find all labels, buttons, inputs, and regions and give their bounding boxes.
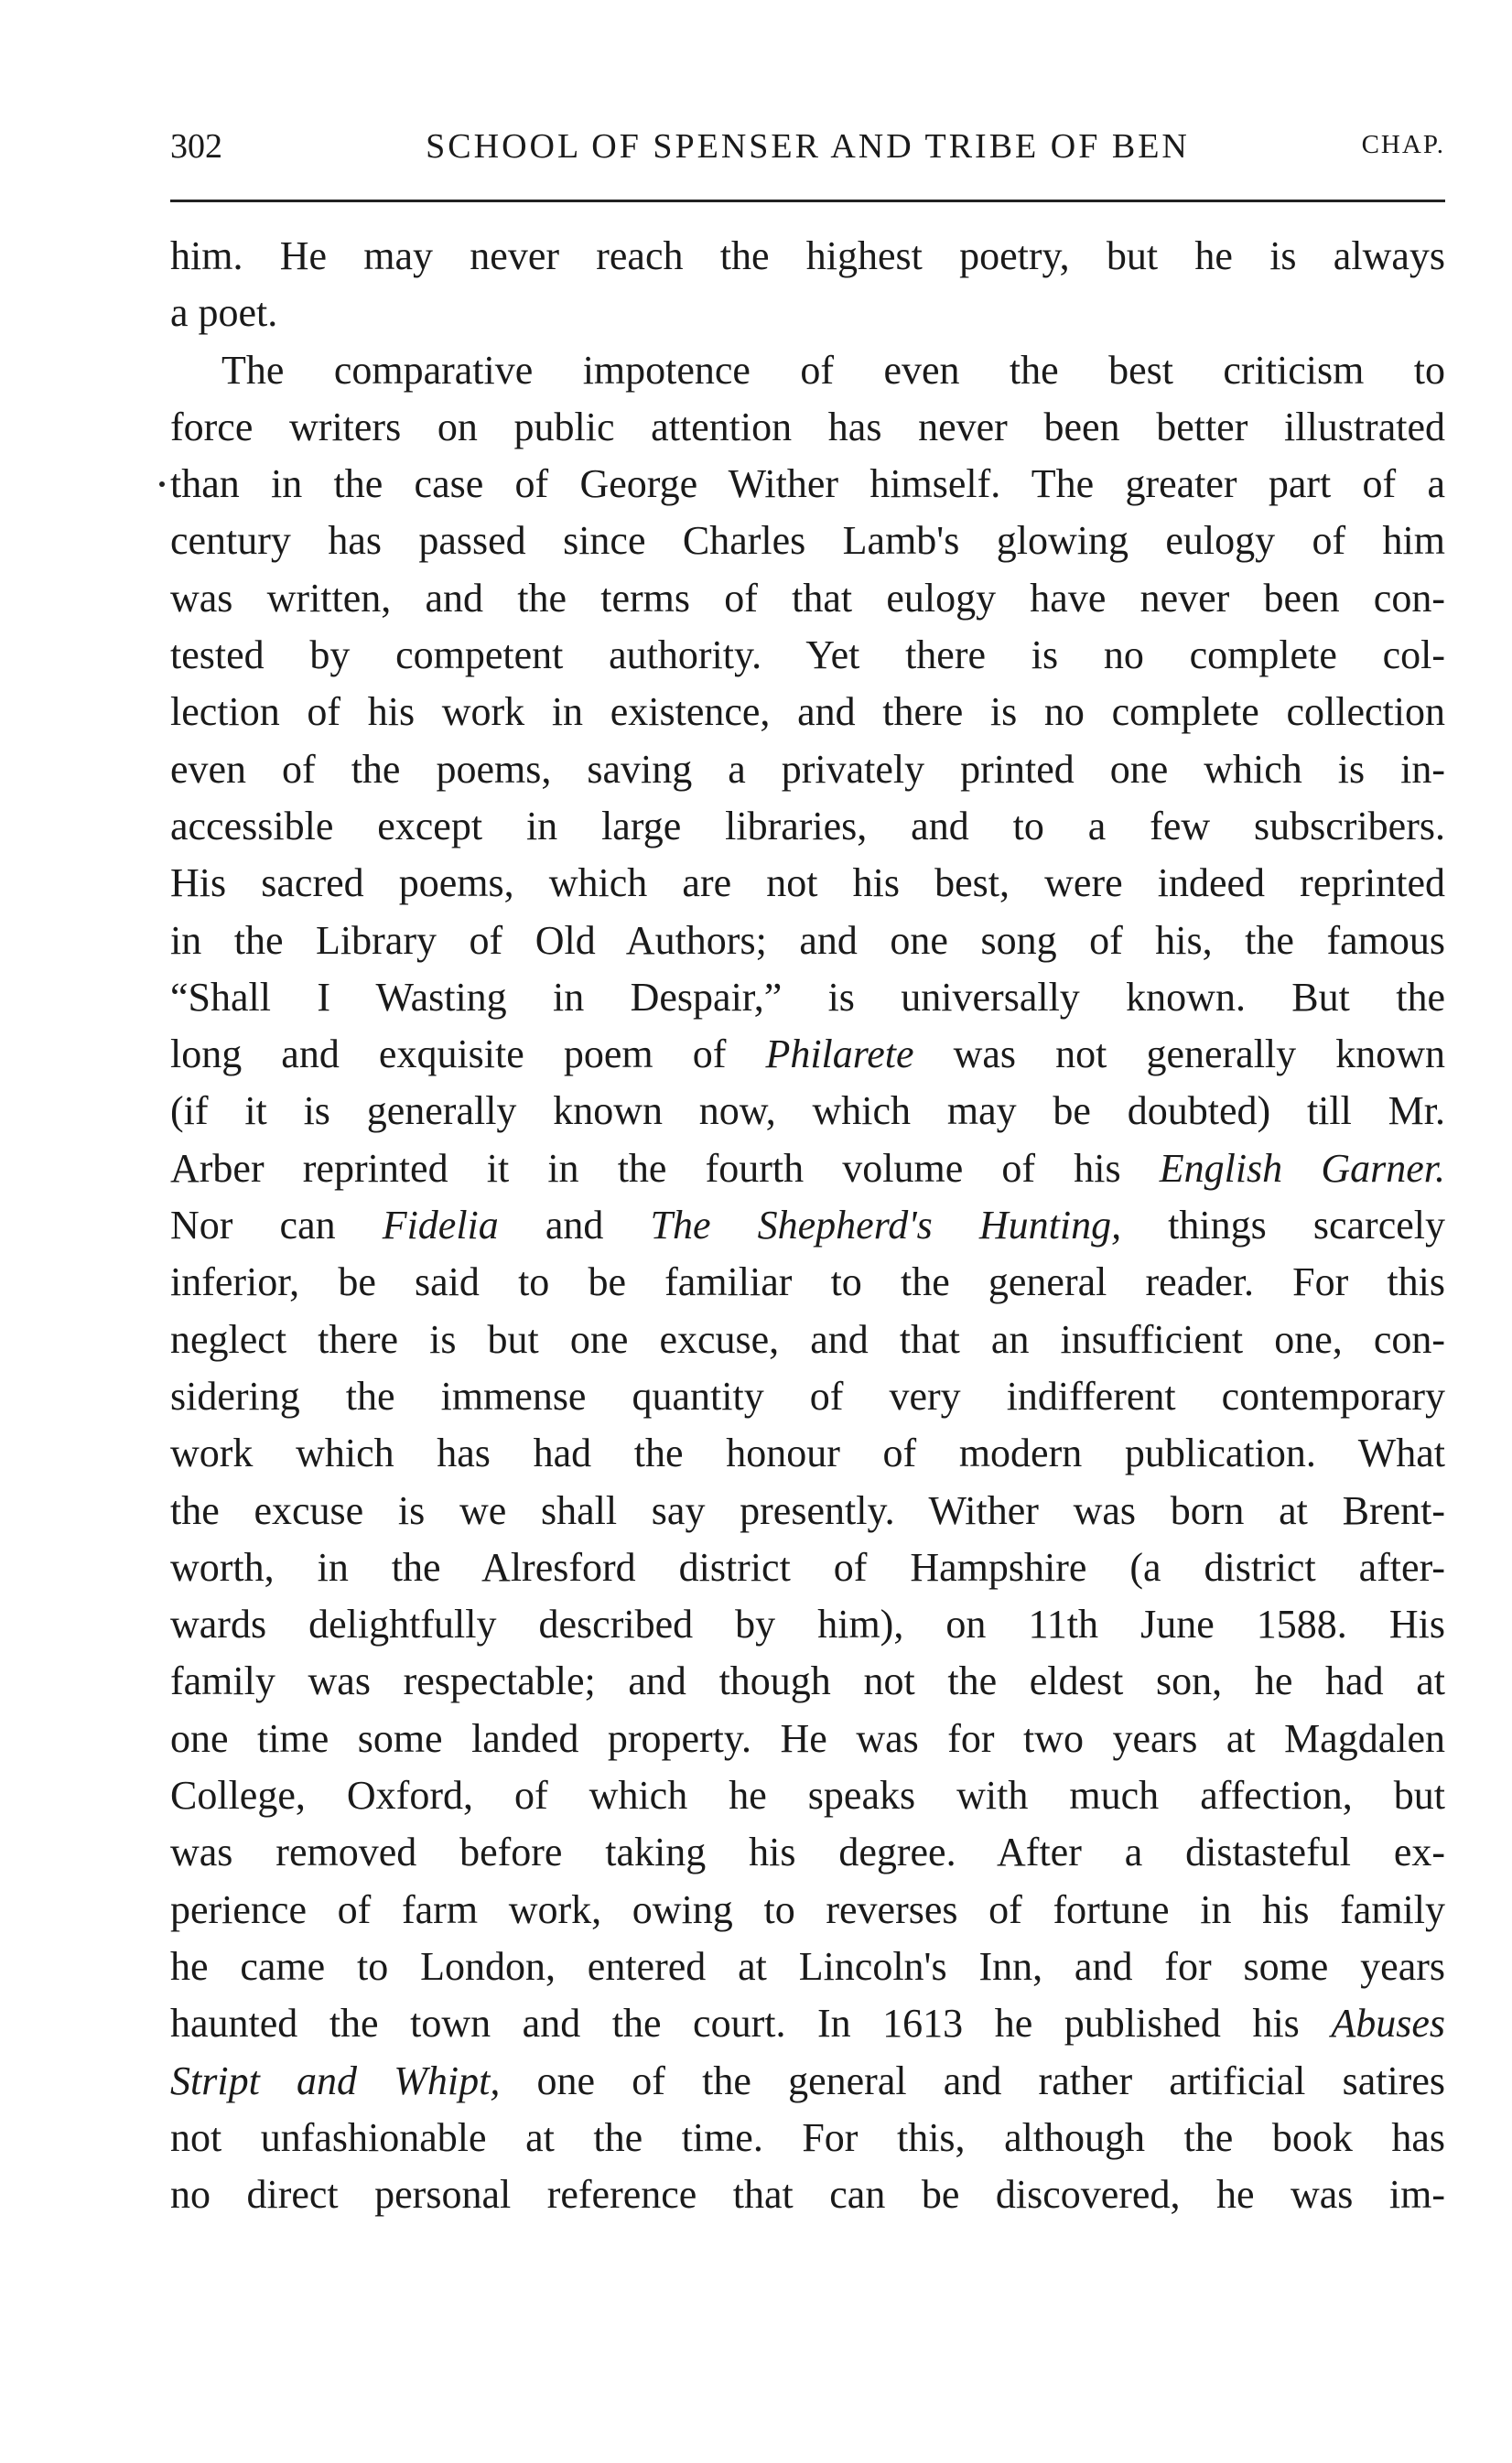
text-segment: was not generally known: [913, 1032, 1445, 1077]
text-segment: “Shall I Wasting in Despair,” is universally known. But the: [170, 974, 1445, 1020]
text-line: [170, 1425, 1445, 1482]
text-line: [170, 1197, 1445, 1254]
running-title: SCHOOL OF SPENSER AND TRIBE OF BEN: [426, 127, 1190, 166]
text-line: [170, 1939, 1445, 1995]
text-segment: and: [498, 1203, 651, 1248]
text-line: [170, 1596, 1445, 1653]
text-segment: work which has had the honour of modern publication. What: [170, 1431, 1445, 1476]
text-segment: him. He may never reach the highest poetry, but he is always: [170, 233, 1445, 278]
text-segment: was written, and the terms of that eulogy have never been con-: [170, 575, 1445, 621]
text-line: [170, 513, 1445, 569]
text-segment: one time some landed property. He was for two years at Magdalen: [170, 1715, 1445, 1761]
text-segment: Nor can: [170, 1203, 383, 1248]
text-segment: inferior, be said to be familiar to the general reader. For this: [170, 1259, 1445, 1305]
text-line: [170, 342, 1445, 399]
text-line: [170, 969, 1445, 1026]
text-segment: even of the poems, saving a privately printed one which is in-: [170, 746, 1445, 792]
text-segment: a poet.: [170, 290, 278, 336]
text-line: [170, 2110, 1445, 2166]
text-segment: (if it is generally known now, which may be doubted) till Mr.: [170, 1088, 1445, 1134]
text-segment: things scarcely: [1121, 1203, 1445, 1248]
italic-title: The Shepherd's Hunting,: [650, 1203, 1122, 1248]
text-line: [170, 285, 1445, 341]
text-segment: worth, in the Alresford district of Hampshire (a district after-: [170, 1544, 1445, 1590]
text-line: [170, 456, 1445, 513]
text-segment: one of the general and rather artificial satires: [500, 2058, 1445, 2103]
text-segment: Arber reprinted it in the fourth volume of his: [170, 1145, 1160, 1191]
text-line: [170, 1882, 1445, 1939]
text-segment: than in the case of George Wither himself. The greater part of a: [170, 461, 1445, 507]
text-segment: the excuse is we shall say presently. Wither was born at Brent-: [170, 1487, 1445, 1533]
text-line: [170, 2053, 1445, 2110]
text-segment: in the Library of Old Authors; and one song of his, the famous: [170, 917, 1445, 963]
italic-title: Stript and Whipt,: [170, 2058, 501, 2103]
text-segment: lection of his work in existence, and there is no complete collection: [170, 689, 1445, 735]
text-segment: accessible except in large libraries, and to a few subscribers.: [170, 803, 1445, 848]
text-line: [170, 1767, 1445, 1824]
text-segment: perience of farm work, owing to reverses of fortune in his family: [170, 1886, 1445, 1932]
text-line: [170, 1140, 1445, 1197]
text-line: [170, 399, 1445, 456]
text-line: [170, 1711, 1445, 1767]
text-segment: was removed before taking his degree. After a distasteful ex-: [170, 1830, 1445, 1875]
running-header: [170, 126, 1445, 172]
text-line: [170, 798, 1445, 855]
text-segment: no direct personal reference that can be discovered, he was im-: [170, 2172, 1445, 2218]
body-text: [170, 228, 1445, 2223]
text-line: [170, 1653, 1445, 1710]
text-segment: neglect there is but one excuse, and that an insufficient one, con-: [170, 1316, 1445, 1362]
text-segment: he came to London, entered at Lincoln's Inn, and for some years: [170, 1943, 1445, 1989]
text-line: [170, 1483, 1445, 1539]
text-segment: not unfashionable at the time. For this, although the book has: [170, 2114, 1445, 2160]
text-segment: family was respectable; and though not the eldest son, he had at: [170, 1658, 1445, 1704]
text-line: [170, 855, 1445, 912]
text-segment: long and exquisite poem of: [170, 1032, 766, 1077]
text-segment: sidering the immense quantity of very indifferent contemporary: [170, 1373, 1445, 1419]
text-segment: The comparative impotence of even the best criticism to: [221, 347, 1445, 393]
text-line: [170, 2166, 1445, 2223]
italic-title: Philarete: [765, 1032, 914, 1077]
text-segment: tested by competent authority. Yet there is no complete col-: [170, 632, 1445, 678]
italic-title: Fidelia: [382, 1203, 499, 1248]
text-line: [170, 627, 1445, 684]
text-line: [170, 1539, 1445, 1596]
text-segment: haunted the town and the court. In 1613 he published his: [170, 2001, 1332, 2047]
italic-title: English Garner.: [1159, 1145, 1446, 1191]
text-line: [170, 1368, 1445, 1425]
text-line: [170, 1312, 1445, 1368]
text-line: [170, 1026, 1445, 1083]
text-line: [170, 913, 1445, 969]
text-line: [170, 741, 1445, 798]
margin-mark: [159, 481, 165, 487]
text-segment: wards delightfully described by him), on 11th June 1588. His: [170, 1602, 1445, 1647]
text-line: [170, 1083, 1445, 1140]
chapter-label: CHAP.: [1361, 130, 1445, 159]
text-line: [170, 570, 1445, 627]
text-line: [170, 1824, 1445, 1881]
text-segment: force writers on public attention has never been better illustrated: [170, 404, 1445, 449]
italic-title: Abuses: [1331, 2001, 1445, 2047]
header-rule: [170, 200, 1445, 202]
text-line: [170, 684, 1445, 740]
text-segment: century has passed since Charles Lamb's glowing eulogy of him: [170, 518, 1445, 564]
text-segment: His sacred poems, which are not his best, were indeed reprinted: [170, 860, 1445, 906]
text-segment: College, Oxford, of which he speaks with much affection, but: [170, 1773, 1445, 1819]
text-line: [170, 1254, 1445, 1311]
text-line: [170, 228, 1445, 285]
text-line: [170, 1995, 1445, 2052]
page-number: 302: [170, 127, 222, 166]
